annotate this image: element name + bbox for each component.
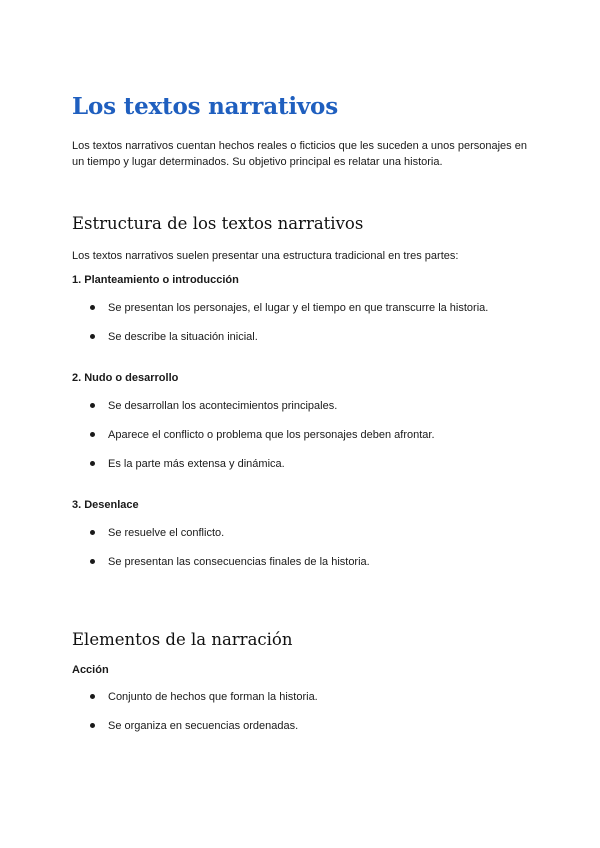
list-item: Se presentan los personajes, el lugar y el tiempo en que transcurre la historia. (90, 302, 488, 314)
bullet-icon (90, 694, 95, 699)
structure-intro: Los textos narrativos suelen presentar una estructura tradicional en tres partes: (72, 250, 459, 262)
document-title: Los textos narrativos (72, 93, 338, 120)
part-heading-planteamiento: 1. Planteamiento o introducción (72, 274, 239, 286)
part-heading-desenlace: 3. Desenlace (72, 499, 139, 511)
section-heading-elements: Elementos de la narración (72, 630, 293, 649)
bullet-icon (90, 559, 95, 564)
bullet-icon (90, 461, 95, 466)
list-item: Se resuelve el conflicto. (90, 527, 224, 539)
bullet-icon (90, 403, 95, 408)
bullet-icon (90, 723, 95, 728)
bullet-icon (90, 305, 95, 310)
list-item: Aparece el conflicto o problema que los personajes deben afrontar. (90, 429, 435, 441)
list-item: Es la parte más extensa y dinámica. (90, 458, 285, 470)
list-item: Se describe la situación inicial. (90, 331, 258, 343)
section-heading-structure: Estructura de los textos narrativos (72, 214, 364, 233)
part-heading-accion: Acción (72, 664, 109, 676)
list-item: Se presentan las consecuencias finales de la historia. (90, 556, 370, 568)
bullet-icon (90, 530, 95, 535)
part-heading-nudo: 2. Nudo o desarrollo (72, 372, 179, 384)
list-item: Se desarrollan los acontecimientos principales. (90, 400, 337, 412)
bullet-icon (90, 334, 95, 339)
list-item: Conjunto de hechos que forman la historia. (90, 691, 318, 703)
list-item: Se organiza en secuencias ordenadas. (90, 720, 298, 732)
intro-paragraph: Los textos narrativos cuentan hechos reales o ficticios que les suceden a unos personajes en un tiempo y lugar determinados. Su objetivo principal es relatar una historia. (72, 140, 527, 168)
bullet-icon (90, 432, 95, 437)
